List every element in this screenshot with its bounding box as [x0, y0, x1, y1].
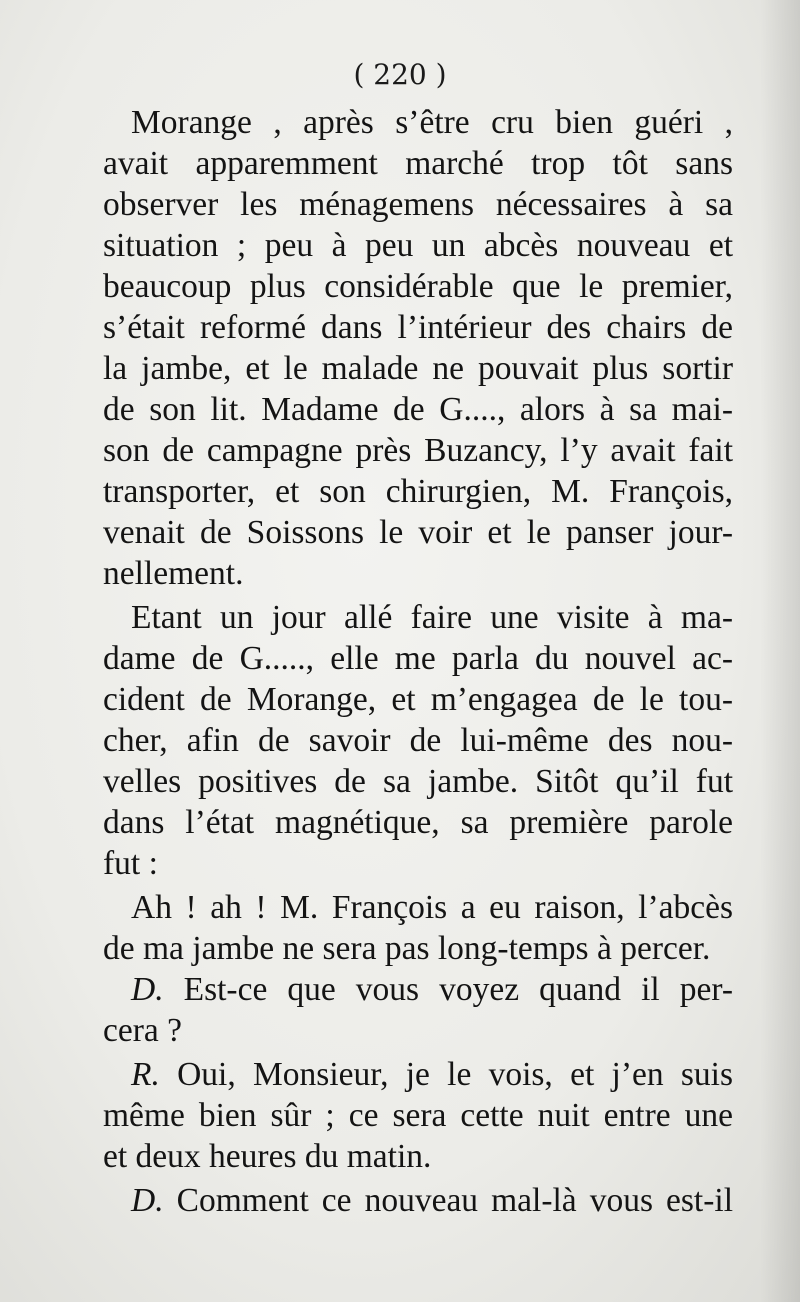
text-line: Ah ! ah ! M. François a eu raison, l’abcès [131, 889, 733, 926]
text-line: cident de Morange, et m’engagea de le tou- [103, 681, 733, 718]
text-line: son de campagne près Buzancy, l’y avait fait [103, 432, 733, 469]
text-line: cera ? [103, 1012, 183, 1049]
speaker-label: D. [131, 971, 164, 1008]
text-line: observer les ménagemens nécessaires à sa [103, 186, 733, 223]
text-line: la jambe, et le malade ne pouvait plus sortir [103, 350, 733, 387]
text-line: fut : [103, 845, 158, 882]
text-line [103, 969, 733, 1010]
text-line: dame de G....., elle me parla du nouvel ac- [103, 640, 733, 677]
line-text: Est-ce que vous voyez quand il per- [183, 971, 733, 1008]
text-line [103, 1054, 733, 1095]
dialogue-question [103, 1180, 733, 1221]
paragraph [103, 887, 733, 969]
text-line: Etant un jour allé faire une visite à ma- [131, 599, 733, 636]
text-line: situation ; peu à peu un abcès nouveau et [103, 227, 733, 264]
body-text [103, 102, 733, 1221]
text-line: avait apparemment marché trop tôt sans [103, 145, 733, 182]
text-line: venait de Soissons le voir et le panser jour- [103, 514, 733, 551]
line-text: Oui, Monsieur, je le vois, et j’en suis [177, 1056, 733, 1093]
paragraph [103, 102, 733, 594]
dialogue-question [103, 969, 733, 1051]
page-number: ( 220 ) [353, 58, 447, 91]
text-line: nellement. [103, 555, 244, 592]
text-line: de son lit. Madame de G...., alors à sa mai- [103, 391, 733, 428]
text-line: même bien sûr ; ce sera cette nuit entre une [103, 1097, 733, 1134]
text-line: de ma jambe ne sera pas long-temps à percer. [103, 930, 711, 967]
text-line: dans l’état magnétique, sa première parole [103, 804, 733, 841]
line-text: Comment ce nouveau mal-là vous est-il [176, 1182, 734, 1219]
page-gutter-shadow [760, 0, 800, 1302]
text-line: velles positives de sa jambe. Sitôt qu’il fut [103, 763, 733, 800]
text-line: beaucoup plus considérable que le premier, [103, 268, 733, 305]
text-line: cher, afin de savoir de lui-même des nou- [103, 722, 733, 759]
speaker-label: R. [131, 1056, 160, 1093]
paragraph [103, 597, 733, 884]
text-line: et deux heures du matin. [103, 1138, 432, 1175]
text-line [103, 1180, 733, 1221]
text-line: transporter, et son chirurgien, M. François, [103, 473, 733, 510]
text-line: Morange , après s’être cru bien guéri , [131, 104, 733, 141]
text-line: s’était reformé dans l’intérieur des chairs de [103, 309, 733, 346]
speaker-label: D. [131, 1182, 164, 1219]
dialogue-response [103, 1054, 733, 1177]
